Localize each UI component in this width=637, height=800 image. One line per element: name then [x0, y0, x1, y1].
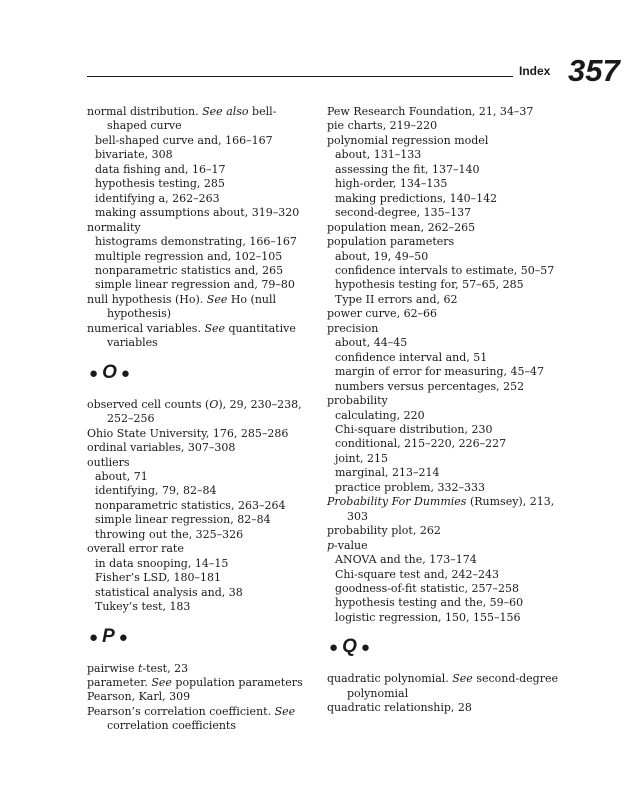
index-text: about, 71	[95, 469, 148, 483]
index-text: population mean, 262–265	[327, 220, 476, 234]
index-text: simple linear regression and, 79–80	[95, 278, 295, 292]
index-subentry	[327, 596, 567, 610]
index-text: overall error rate	[87, 542, 184, 556]
index-text: Chi-square distribution, 230	[335, 422, 493, 436]
index-subentry	[327, 452, 567, 466]
index-subentry	[87, 192, 307, 206]
index-subentry	[87, 206, 307, 220]
index-text-italic: t	[137, 661, 143, 675]
index-text: pairwise	[87, 661, 138, 675]
header-rule	[87, 76, 513, 77]
index-text: joint, 215	[335, 451, 389, 465]
index-text: Pew Research Foundation, 21, 34–37	[327, 105, 534, 118]
index-subentry	[327, 177, 567, 191]
index-text: population parameters	[171, 675, 303, 689]
index-text: hypothesis testing and the, 59–60	[335, 596, 524, 610]
index-text: parameter.	[87, 675, 152, 689]
index-subentry	[327, 148, 567, 162]
index-text: Pearson’s correlation coefficient.	[87, 704, 275, 718]
index-text: marginal, 213–214	[335, 466, 440, 480]
index-subentry	[327, 380, 567, 394]
index-entry	[327, 701, 567, 715]
index-entry	[87, 542, 307, 556]
index-subentry	[327, 466, 567, 480]
index-subentry	[327, 264, 567, 278]
letter-heading	[87, 622, 307, 652]
index-entry	[327, 134, 567, 148]
index-text: making assumptions about, 319–320	[95, 206, 300, 220]
index-text: Fisher’s LSD, 180–181	[95, 571, 222, 585]
index-text: conditional, 215–220, 226–227	[335, 437, 507, 451]
index-subentry	[87, 499, 307, 513]
index-subentry	[327, 481, 567, 495]
index-text: confidence interval and, 51	[335, 350, 488, 364]
index-text: precision	[327, 321, 379, 335]
index-entry	[327, 235, 567, 249]
letter-heading-char: O	[102, 361, 117, 383]
index-text: outliers	[87, 455, 130, 469]
index-entry	[327, 539, 567, 553]
index-text: quadratic relationship, 28	[327, 701, 472, 715]
running-header	[87, 53, 620, 88]
index-text: Type II errors and, 62	[335, 292, 458, 306]
index-entry	[87, 427, 307, 441]
letter-heading-char: P	[102, 625, 115, 647]
index-text: pie charts, 219–220	[327, 119, 438, 133]
index-text: making predictions, 140–142	[335, 191, 498, 205]
index-entry	[327, 322, 567, 336]
index-text: normality	[87, 220, 141, 234]
index-text: -value	[334, 538, 368, 552]
index-subentry	[327, 250, 567, 264]
index-text: normal distribution.	[87, 105, 203, 118]
index-text: polynomial regression model	[327, 133, 489, 147]
index-subentry	[327, 568, 567, 582]
index-subentry	[327, 278, 567, 292]
index-text-italic: See	[274, 704, 296, 718]
index-text: bell-shaped curve and, 166–167	[95, 133, 273, 147]
index-subentry	[87, 557, 307, 571]
index-entry	[87, 705, 307, 734]
index-text: Tukey’s test, 183	[95, 600, 191, 614]
index-subentry	[87, 586, 307, 600]
index-entry	[327, 524, 567, 538]
index-text: second-degree polynomial	[347, 672, 558, 700]
index-subentry	[327, 409, 567, 423]
index-text-italic: See also	[202, 105, 249, 118]
index-subentry	[327, 611, 567, 625]
index-subentry	[87, 470, 307, 484]
bullet-icon: ●	[118, 628, 128, 646]
index-text-italic: See	[151, 675, 172, 689]
index-subentry	[327, 582, 567, 596]
index-text: observed cell counts (	[87, 397, 210, 411]
index-subentry	[87, 528, 307, 542]
index-text: Ho (null hypothesis)	[107, 292, 277, 321]
index-text: correlation coefficients	[107, 719, 236, 733]
index-subentry	[327, 553, 567, 567]
index-subentry	[87, 148, 307, 162]
bullet-icon: ●	[360, 639, 370, 657]
letter-heading	[87, 358, 307, 388]
index-subentry	[87, 600, 307, 614]
index-entry	[87, 690, 307, 704]
index-entry	[327, 394, 567, 408]
bullet-icon: ●	[329, 639, 339, 657]
index-text: confidence intervals to estimate, 50–57	[335, 263, 555, 277]
index-subentry	[327, 293, 567, 307]
section-label: Index	[519, 64, 551, 78]
index-subentry	[87, 235, 307, 249]
index-subentry	[87, 134, 307, 148]
index-text: ), 29, 230–238, 252–256	[107, 397, 302, 426]
index-text: -test, 23	[142, 661, 189, 675]
index-text: about, 44–45	[335, 336, 408, 350]
index-entry	[327, 221, 567, 235]
index-text: numerical variables.	[87, 321, 205, 335]
index-column-left	[87, 105, 307, 734]
index-text: simple linear regression, 82–84	[95, 513, 271, 527]
index-text: high-order, 134–135	[335, 177, 448, 191]
index-subentry	[327, 163, 567, 177]
index-text: practice problem, 332–333	[335, 480, 486, 494]
index-text: second-degree, 135–137	[335, 206, 472, 220]
index-subentry	[87, 571, 307, 585]
index-text: probability plot, 262	[327, 524, 441, 538]
index-text: numbers versus percentages, 252	[335, 379, 525, 393]
page-number: 357	[568, 53, 620, 88]
index-text-italic: See	[206, 292, 228, 306]
bullet-icon: ●	[120, 364, 130, 382]
index-text: quadratic polynomial.	[327, 672, 453, 686]
index-entry	[87, 441, 307, 455]
index-entry	[327, 119, 567, 133]
index-text: ordinal variables, 307–308	[87, 441, 236, 455]
letter-heading	[327, 632, 567, 662]
index-text: bivariate, 308	[95, 148, 173, 162]
bullet-icon: ●	[89, 364, 99, 382]
index-subentry	[327, 336, 567, 350]
index-subentry	[87, 264, 307, 278]
index-subentry	[327, 206, 567, 220]
index-subentry	[87, 177, 307, 191]
index-subentry	[327, 423, 567, 437]
index-text: probability	[327, 394, 388, 408]
index-text: (Rumsey), 213, 303	[347, 495, 555, 523]
index-text: margin of error for measuring, 45–47	[335, 365, 545, 379]
index-column-right	[327, 105, 567, 716]
index-text: null hypothesis (Ho).	[87, 292, 207, 306]
index-subentry	[327, 192, 567, 206]
index-text: population parameters	[327, 235, 455, 249]
index-entry	[87, 676, 307, 690]
index-text: about, 131–133	[335, 148, 422, 162]
index-subentry	[87, 163, 307, 177]
index-text: calculating, 220	[335, 408, 425, 422]
index-entry	[327, 307, 567, 321]
index-text-italic: See	[204, 321, 225, 335]
index-entry	[87, 398, 307, 427]
index-text: Ohio State University, 176, 285–286	[87, 426, 289, 440]
index-text: nonparametric statistics and, 265	[95, 263, 284, 277]
index-entry	[87, 662, 307, 676]
index-subentry	[327, 365, 567, 379]
index-text: hypothesis testing, 285	[95, 177, 225, 191]
letter-heading-char: Q	[342, 636, 357, 658]
index-text: statistical analysis and, 38	[95, 585, 243, 599]
index-entry	[87, 293, 307, 322]
index-text: data fishing and, 16–17	[95, 162, 226, 176]
index-text: assessing the fit, 137–140	[335, 162, 480, 176]
index-text: hypothesis testing for, 57–65, 285	[335, 278, 524, 292]
index-text: in data snooping, 14–15	[95, 556, 229, 570]
index-text-italic: O	[209, 397, 219, 411]
index-entry	[327, 105, 567, 119]
index-text: Pearson, Karl, 309	[87, 690, 191, 704]
index-text-italic: Probability For Dummies	[327, 495, 467, 509]
index-entry	[87, 322, 307, 351]
index-text: ANOVA and the, 173–174	[335, 553, 477, 567]
index-entry	[87, 456, 307, 470]
index-text: bell-shaped curve	[107, 105, 277, 133]
bullet-icon: ●	[89, 628, 99, 646]
index-subentry	[87, 513, 307, 527]
index-text: power curve, 62–66	[327, 307, 438, 321]
index-subentry	[327, 351, 567, 365]
index-subentry	[87, 484, 307, 498]
index-text: identifying a, 262–263	[95, 191, 220, 205]
index-text: logistic regression, 150, 155–156	[335, 610, 521, 624]
index-text: Chi-square test and, 242–243	[335, 567, 499, 581]
index-text: identifying, 79, 82–84	[95, 484, 217, 498]
index-text: multiple regression and, 102–105	[95, 249, 283, 263]
index-text: goodness-of-fit statistic, 257–258	[335, 581, 519, 595]
index-text: about, 19, 49–50	[335, 249, 429, 263]
index-entry	[327, 672, 567, 701]
index-entry	[87, 105, 307, 134]
index-entry	[87, 221, 307, 235]
index-text-italic: p	[327, 538, 335, 552]
index-subentry	[327, 437, 567, 451]
index-subentry	[87, 278, 307, 292]
index-entry	[327, 495, 567, 524]
index-text-italic: See	[452, 672, 473, 686]
index-text: histograms demonstrating, 166–167	[95, 235, 297, 249]
index-text: quantitative variables	[107, 321, 296, 350]
index-text: throwing out the, 325–326	[95, 527, 244, 541]
index-subentry	[87, 250, 307, 264]
index-text: nonparametric statistics, 263–264	[95, 498, 286, 512]
